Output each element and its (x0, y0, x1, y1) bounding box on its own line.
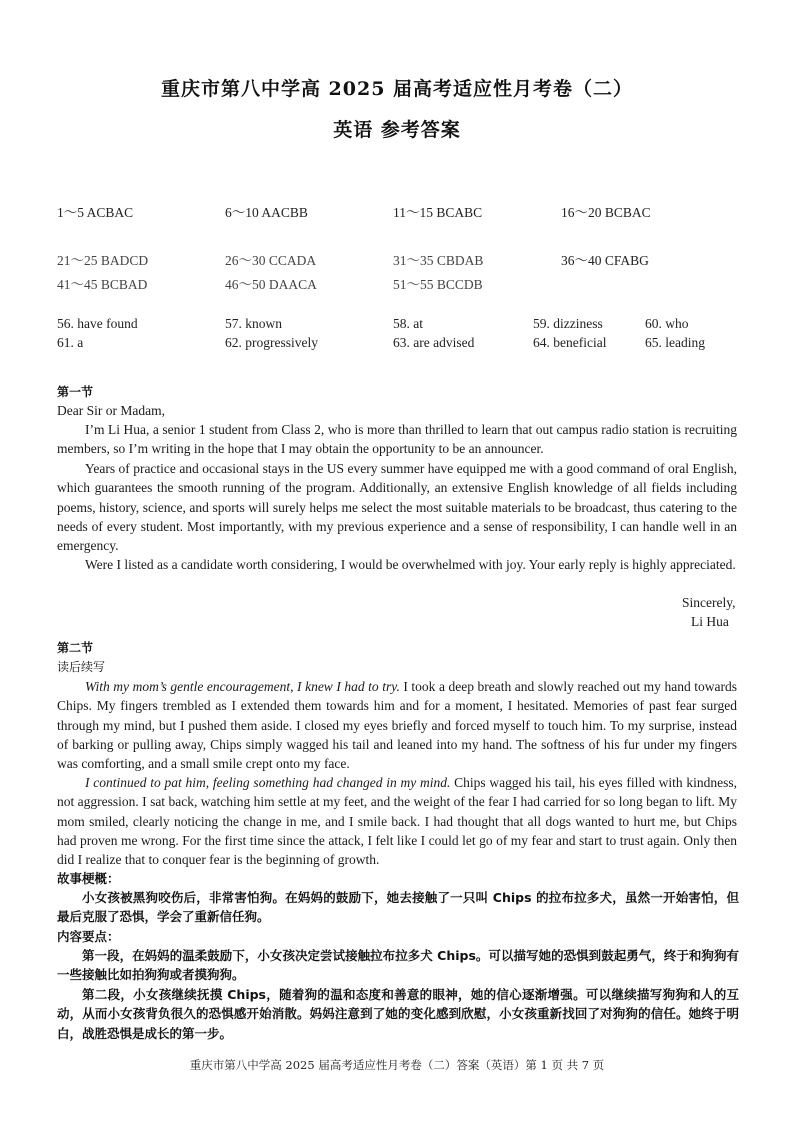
answer-group: 46～50 DAACA (225, 277, 317, 292)
fill-answer: 61. a (57, 335, 84, 350)
fill-answer: 62. progressively (225, 335, 318, 350)
fill-answer: 57. known (225, 316, 282, 331)
fill-answer: 65. leading (645, 335, 705, 350)
story-summary: 小女孩被黑狗咬伤后，非常害怕狗。在妈妈的鼓励下，她去接触了一只叫 Chips 的拉布拉多犬，虽然一开始害怕，但最后克服了恐惧，学会了重新信任狗。 (57, 890, 739, 925)
answer-group: 21～25 BADCD (57, 253, 149, 268)
fill-answer: 56. have found (57, 316, 138, 331)
fill-answer: 59. dizziness (533, 316, 603, 331)
story-summary-label: 故事梗概： (57, 871, 120, 886)
document-title: 重庆市第八中学高 2025 届高考适应性月考卷（二） (160, 78, 634, 100)
fill-answer: 63. are advised (393, 335, 475, 350)
document-subtitle: 英语 参考答案 (333, 119, 461, 141)
answer-group: 41～45 BCBAD (57, 277, 148, 292)
fill-answer: 60. who (645, 316, 689, 331)
paragraph-body: I took a deep breath and slowly reached out my hand towards Chips. My fingers trembled as I extended them towards him and for a moment, I hesitated. Memories of past fear surged through my mind, but I pushed them aside. I closed my eyes briefly and forced myself to touch him. To my surprise, instead of barking or pulling away, Chips simply wagged his tail and leaned into my hand. The softness of his fur under my fingers was comforting, and a small smile crept onto my face. (57, 679, 737, 772)
continuation-paragraph (57, 773, 737, 869)
opening-sentence: I continued to pat him, feeling something had changed in my mind. (85, 775, 451, 790)
fill-answer: 58. at (393, 316, 423, 331)
key-points-label: 内容要点： (57, 929, 120, 944)
key-point: 第二段，小女孩继续抚摸 Chips，随着狗的温和态度和善意的眼神，她的信心逐渐增强。可以继续描写狗狗和人的互动，从而小女孩背负很久的恐惧感开始消散。妈妈注意到了她的变化感到欣慰，小女孩重新找回了对狗狗的信任。她终于明白，战胜恐惧是成长的第一步。 (57, 987, 739, 1041)
section-heading: 第二节 (57, 641, 94, 655)
answer-group: 31～35 CBDAB (393, 253, 484, 268)
answer-group: 1～5 ACBAC (57, 205, 134, 220)
letter-paragraph: Years of practice and occasional stays in the US every summer have equipped me with a good command of oral English, which guarantees the smooth running of the program. Additionally, an extensive English knowledge of all fields including poems, history, science, and sports will surely helps me select the most suitable materials to be broadcast, thus catering to the needs of every student. Most importantly, with my previous experience and a sense of responsibility, I can handle well in an emergency. (57, 461, 737, 554)
letter-paragraph: Were I listed as a candidate worth considering, I would be overwhelmed with joy. Your early reply is highly appreciated. (85, 557, 736, 572)
section-heading: 第一节 (57, 385, 94, 399)
page-footer: 重庆市第八中学高 2025 届高考适应性月考卷（二）答案（英语）第 1 页 共 7 页 (189, 1058, 605, 1072)
key-point: 第一段，在妈妈的温柔鼓励下，小女孩决定尝试接触拉布拉多犬 Chips。可以描写她的恐惧到鼓起勇气，终于和狗狗有一些接触比如拍狗狗或者摸狗狗。 (57, 948, 739, 983)
paragraph-body: Chips wagged his tail, his eyes filled with kindness, not aggression. I sat back, watching him settle at my feet, and the weight of the fear I had carried for so long began to lift. My mom smiled, clearly noticing the change in me, and I smile back. I had thought that all dogs wanted to hurt me, but Chips had proven me wrong. For the first time since the attack, I felt like I could let go of my fear and start to trust again. Only then did I realize that to conquer fear is the beginning of growth. (57, 775, 737, 868)
section-subheading: 读后续写 (57, 660, 106, 674)
letter-paragraph: I’m Li Hua, a senior 1 student from Class 2, who is more than thrilled to learn that out campus radio station is recruiting members, so I’m writing in the hope that I may obtain the opportunity to be an announcer. (57, 422, 737, 457)
answer-group: 51～55 BCCDB (393, 277, 483, 292)
answer-group: 36～40 CFABG (561, 253, 649, 268)
answer-group: 16～20 BCBAC (561, 205, 651, 220)
continuation-paragraph (57, 677, 737, 773)
opening-sentence: With my mom’s gentle encouragement, I knew I had to try. (85, 679, 400, 694)
letter-salutation: Dear Sir or Madam, (57, 403, 165, 418)
fill-answer: 64. beneficial (533, 335, 607, 350)
answer-group: 11～15 BCABC (393, 205, 483, 220)
answer-group: 6～10 AACBB (225, 205, 308, 220)
letter-signature: Li Hua (691, 614, 729, 629)
letter-closing: Sincerely, (682, 595, 736, 610)
answer-group: 26～30 CCADA (225, 253, 317, 268)
